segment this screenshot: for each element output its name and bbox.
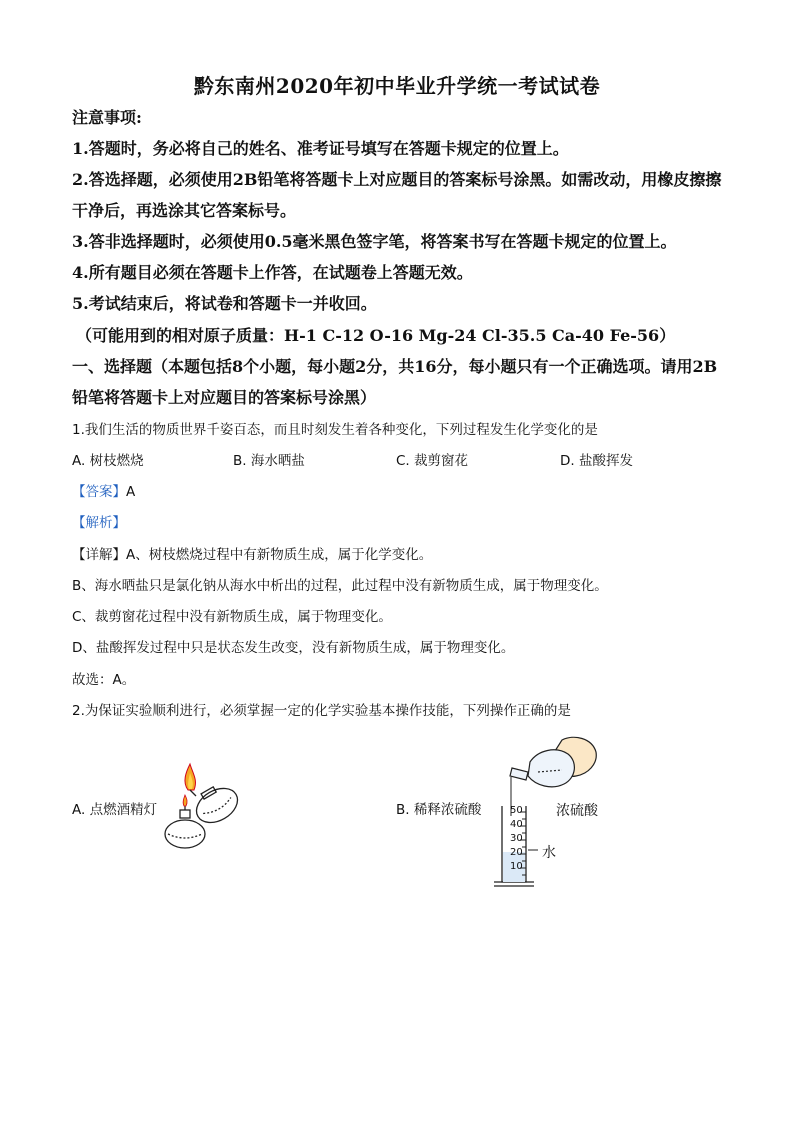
cylinder-scale: [510, 804, 523, 874]
notice-item-2: 2.答选择题，必须使用2B铅笔将答题卡上对应题目的答案标号涂黑。如需改动，用橡皮擦擦: [72, 170, 722, 189]
detail-line-a: A、树枝燃烧过程中有新物质生成，属于化学变化。: [126, 547, 433, 563]
page-title: 黔东南州2020年初中毕业升学统一考试试卷: [193, 74, 601, 98]
q1-answer: [72, 482, 734, 502]
q1-detail-c: C、裁剪窗花过程中没有新物质生成，属于物理变化。: [72, 609, 392, 625]
q1-detail-d: D、盐酸挥发过程中只是状态发生改变，没有新物质生成，属于物理变化。: [72, 640, 515, 656]
section-heading-line2: 铅笔将答题卡上对应题目的答案标号涂黑）: [72, 388, 377, 407]
notice-item-5: 5.考试结束后，将试卷和答题卡一并收回。: [72, 294, 377, 313]
tick-label-40: 40: [510, 819, 523, 830]
q1-conclusion: 故选：A。: [72, 672, 136, 688]
q1-option-c: C. 裁剪窗花: [396, 453, 469, 469]
detail-label: 【详解】: [72, 547, 126, 563]
notice-item-4: 4.所有题目必须在答题卡上作答，在试题卷上答题无效。: [72, 263, 473, 282]
q1-stem: 1.我们生活的物质世界千姿百态，而且时刻发生着各种变化，下列过程发生化学变化的是: [72, 422, 598, 438]
notice-heading: 注意事项:: [72, 108, 142, 127]
tick-label-20: 20: [510, 847, 523, 858]
notice-item-1: 1.答题时，务必将自己的姓名、准考证号填写在答题卡规定的位置上。: [72, 139, 569, 158]
label-concentrated-acid: 浓硫酸: [556, 803, 598, 819]
q1-option-a: A. 树枝燃烧: [72, 453, 144, 469]
answer-label: 【答案】: [72, 484, 126, 500]
q2-option-a: A. 点燃酒精灯: [72, 802, 158, 818]
notice-item-2-cont: 干净后，再选涂其它答案标号。: [72, 201, 297, 220]
dilute-acid-illustration: [492, 732, 602, 890]
tick-label-30: 30: [510, 833, 523, 844]
label-water: 水: [542, 845, 556, 861]
q2-option-b: B. 稀释浓硫酸: [396, 802, 482, 818]
q1-detail-a: [72, 545, 734, 565]
alcohol-lamp-illustration: [160, 762, 242, 854]
tick-label-10: 10: [510, 861, 523, 872]
q1-analysis-label: 【解析】: [72, 515, 126, 531]
q2-stem: 2.为保证实验顺利进行，必须掌握一定的化学实验基本操作技能，下列操作正确的是: [72, 703, 571, 719]
section-heading-line1: 一、选择题（本题包括8个小题，每小题2分，共16分，每小题只有一个正确选项。请用2B: [72, 357, 718, 376]
q1-option-d: D. 盐酸挥发: [560, 453, 633, 469]
q1-detail-b: B、海水晒盐只是氯化钠从海水中析出的过程，此过程中没有新物质生成，属于物理变化。: [72, 578, 608, 594]
q1-option-b: B. 海水晒盐: [233, 453, 305, 469]
tick-label-50: 50: [510, 805, 523, 816]
answer-value: A: [126, 484, 136, 500]
atomic-masses: （可能用到的相对原子质量：H-1 C-12 O-16 Mg-24 Cl-35.5 Ca-40 Fe-56）: [76, 326, 676, 345]
notice-item-3: 3.答非选择题时，必须使用0.5毫米黑色签字笔，将答案书写在答题卡规定的位置上。: [72, 232, 677, 251]
